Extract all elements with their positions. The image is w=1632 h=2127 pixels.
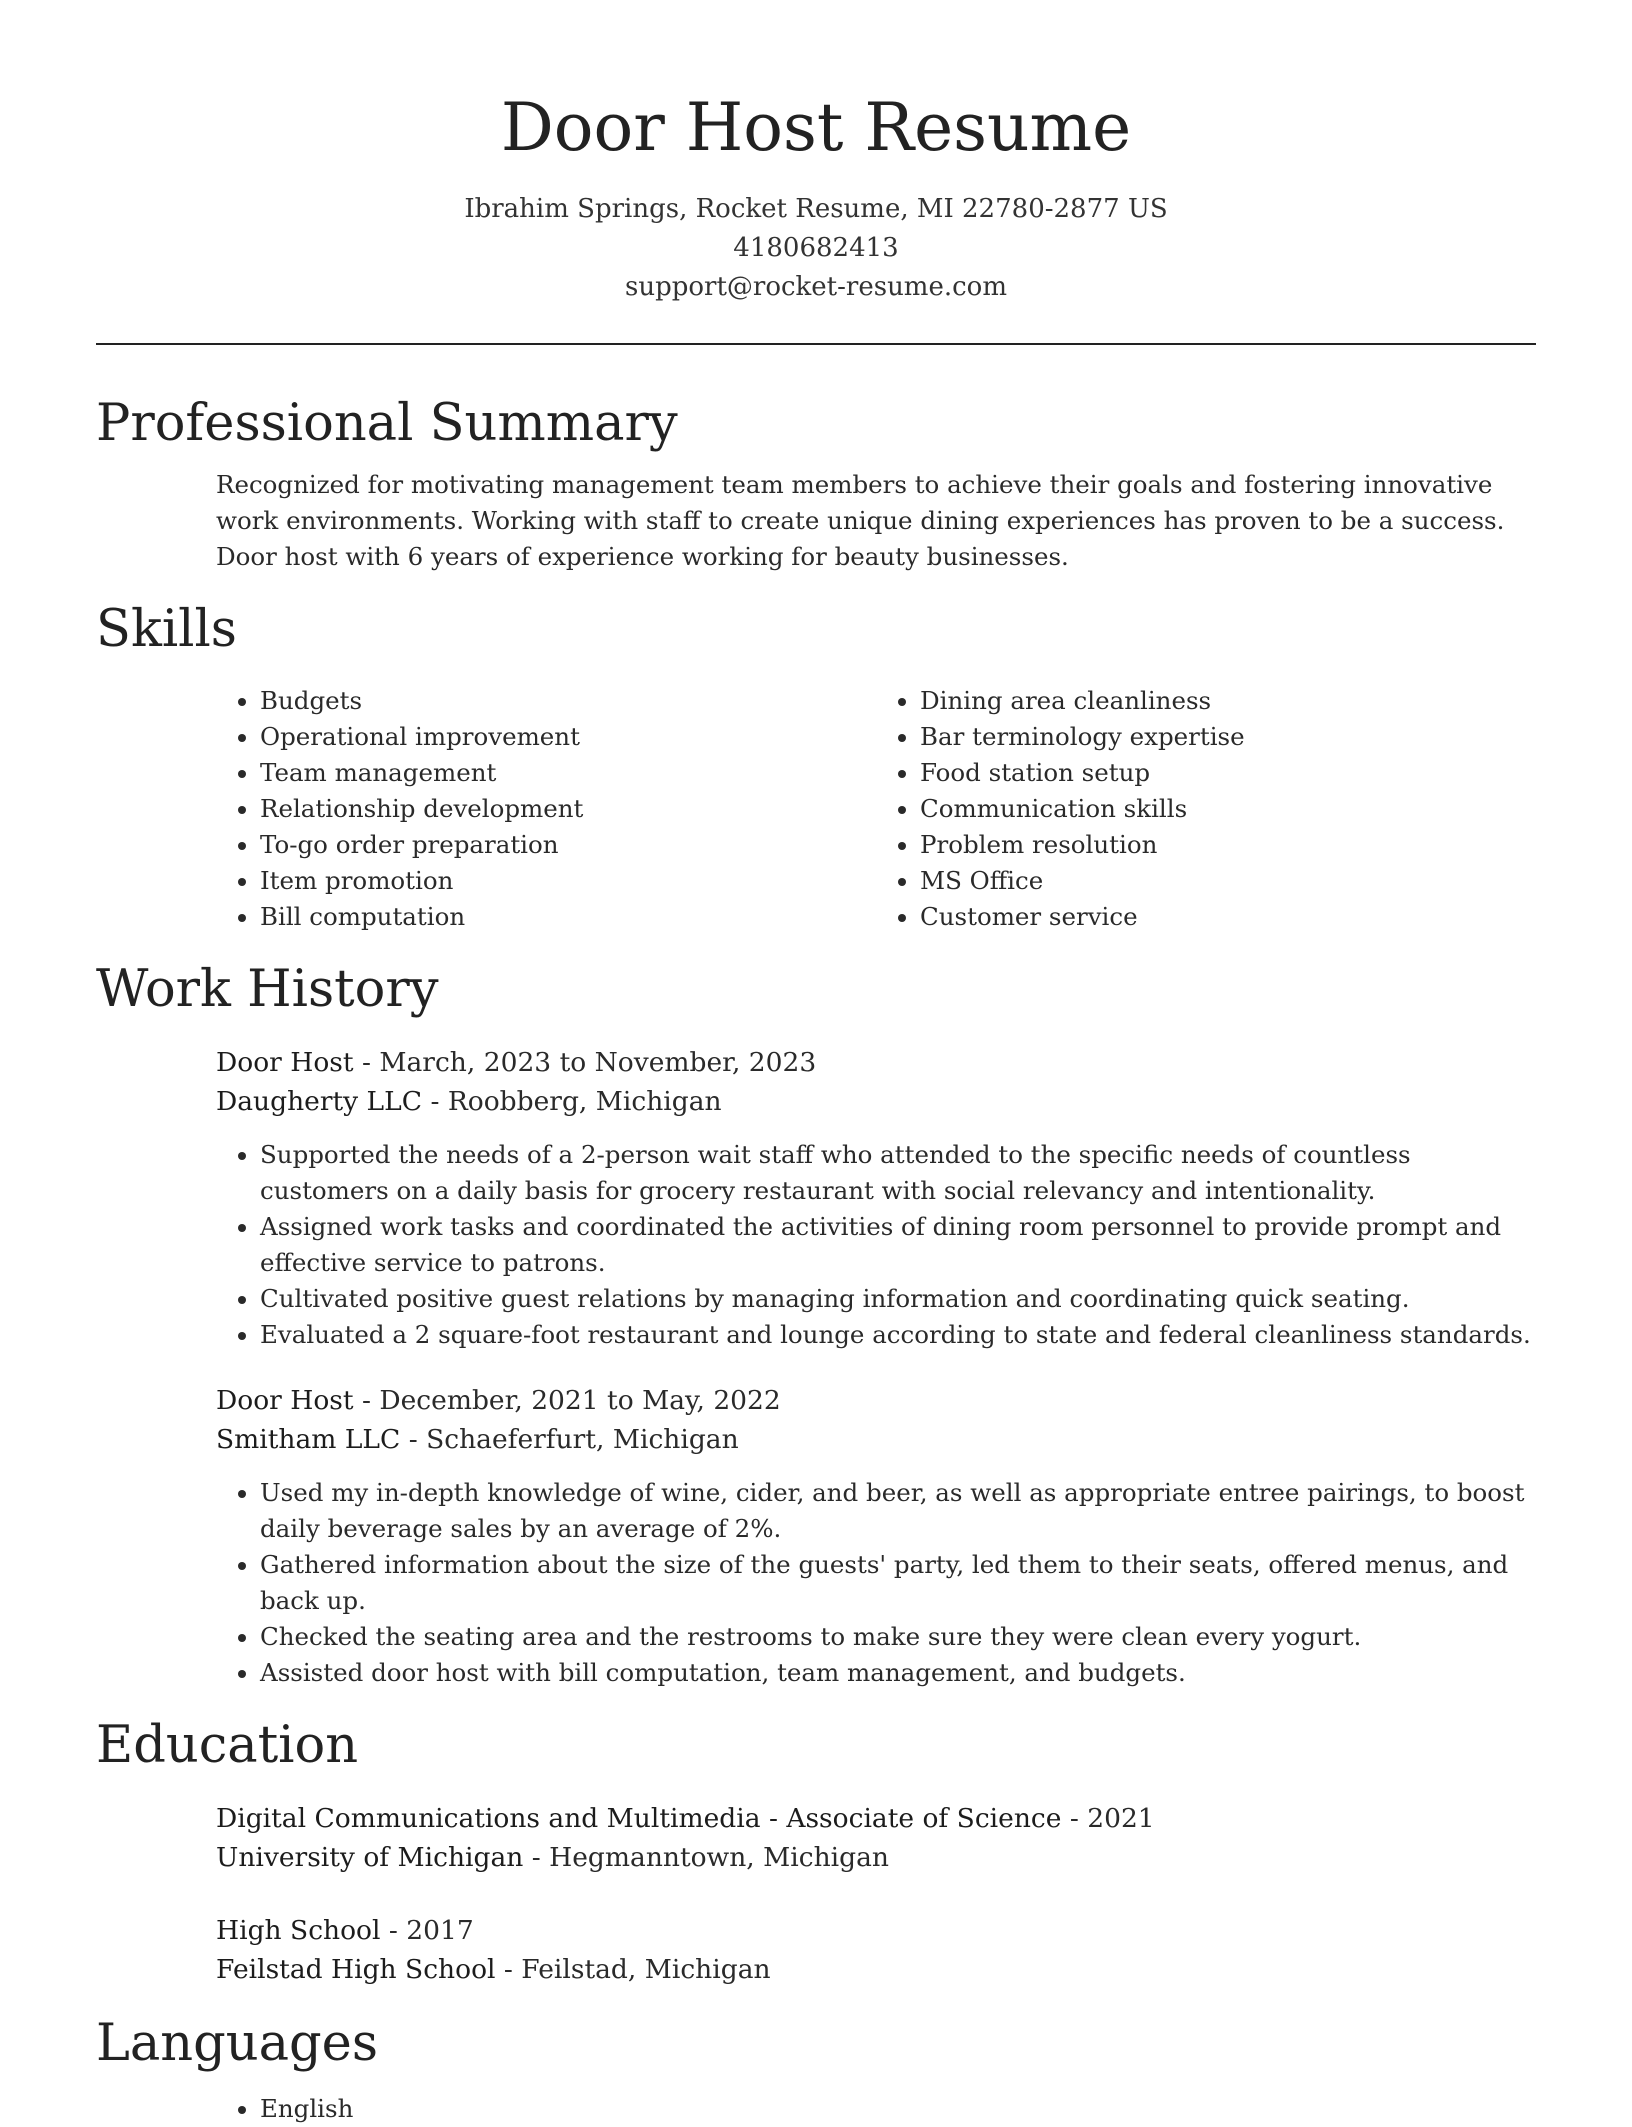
skill-item: • Dining area cleanliness (920, 683, 1536, 719)
skills-column-left (216, 683, 876, 935)
job-title-line (216, 1043, 1536, 1082)
languages-section (96, 2011, 1536, 2127)
language-item: • English (260, 2091, 1536, 2127)
education-year: - 2021 (1061, 1803, 1155, 1834)
skill-item: • Item promotion (260, 863, 876, 899)
education-degree: Digital Communications and Multimedia - Associate of Science (216, 1803, 1062, 1834)
job-dates: - December, 2021 to May, 2022 (353, 1385, 781, 1416)
job-duty: • Checked the seating area and the restrooms to make sure they were clean every yogurt. (260, 1619, 1536, 1655)
job-duty: • Gathered information about the size of the guests' party, led them to their seats, offered menus, and back up. (260, 1547, 1536, 1619)
job-entry (216, 1381, 1536, 1691)
skill-item: • Relationship development (260, 791, 876, 827)
skill-item: • Food station setup (920, 755, 1536, 791)
summary-section (96, 391, 1536, 575)
education-location: - Hegmanntown, Michigan (523, 1842, 889, 1873)
education-degree-line (216, 1911, 1536, 1950)
job-dates: - March, 2023 to November, 2023 (353, 1047, 817, 1078)
skill-item: • Problem resolution (920, 827, 1536, 863)
education-school: University of Michigan (216, 1842, 524, 1873)
education-entry (216, 1911, 1536, 1989)
job-duty: • Supported the needs of a 2-person wait staff who attended to the specific needs of countless customers on a daily basis for grocery restaurant with social relevancy and intentionality. (260, 1137, 1536, 1209)
job-role: Door Host (216, 1047, 354, 1078)
summary-text: Recognized for motivating management team members to achieve their goals and fostering innovative work environments. Working with staff to create unique dining experiences has proven to be a success. Door host with 6 years of experience working for beauty businesses. (216, 470, 1505, 571)
skills-heading: Skills (96, 600, 237, 659)
skill-item: • MS Office (920, 863, 1536, 899)
contact-info (96, 190, 1536, 307)
job-company-line (216, 1082, 1536, 1121)
education-location: - Feilstad, Michigan (495, 1954, 771, 1985)
job-duties-list (216, 1137, 1536, 1353)
skills-grid (216, 683, 1536, 935)
job-duties-list (216, 1475, 1536, 1691)
education-entry (216, 1799, 1536, 1877)
header-divider (96, 343, 1536, 345)
education-degree: High School (216, 1915, 381, 1946)
education-year: - 2017 (380, 1915, 474, 1946)
skill-item: • Team management (260, 755, 876, 791)
skill-item: • Operational improvement (260, 719, 876, 755)
job-title-line (216, 1381, 1536, 1420)
job-company: Smitham LLC (216, 1424, 401, 1455)
education-degree-line (216, 1799, 1536, 1838)
education-school-line (216, 1950, 1536, 1989)
education-heading: Education (96, 1716, 359, 1775)
job-duty: • Assigned work tasks and coordinated the activities of dining room personnel to provide prompt and effective service to patrons. (260, 1209, 1536, 1281)
contact-email: support@rocket-resume.com (624, 272, 1007, 302)
skills-section (96, 597, 1536, 935)
languages-heading: Languages (96, 2014, 379, 2073)
skill-item: • Customer service (920, 899, 1536, 935)
job-duty: • Evaluated a 2 square-foot restaurant and lounge according to state and federal cleanliness standards. (260, 1317, 1536, 1353)
languages-list (216, 2091, 1536, 2127)
job-location: - Roobberg, Michigan (422, 1086, 722, 1117)
job-company: Daugherty LLC (216, 1086, 423, 1117)
job-company-line (216, 1420, 1536, 1459)
summary-heading: Professional Summary (96, 394, 678, 453)
skill-item: • Communication skills (920, 791, 1536, 827)
skills-column-right (876, 683, 1536, 935)
job-location: - Schaeferfurt, Michigan (400, 1424, 739, 1455)
job-duty: • Assisted door host with bill computation, team management, and budgets. (260, 1655, 1536, 1691)
skill-item: • Bill computation (260, 899, 876, 935)
contact-address: Ibrahim Springs, Rocket Resume, MI 22780-2877 US (464, 194, 1168, 224)
job-entry (216, 1043, 1536, 1353)
work-history-section (96, 957, 1536, 1691)
job-duty: • Used my in-depth knowledge of wine, cider, and beer, as well as appropriate entree pairings, to boost daily beverage sales by an average of 2%. (260, 1475, 1536, 1547)
skill-item: • Budgets (260, 683, 876, 719)
skill-item: • Bar terminology expertise (920, 719, 1536, 755)
job-role: Door Host (216, 1385, 354, 1416)
education-school-line (216, 1838, 1536, 1877)
education-school: Feilstad High School (216, 1954, 496, 1985)
skill-item: • To-go order preparation (260, 827, 876, 863)
contact-phone: 4180682413 (733, 233, 899, 263)
resume-header (96, 0, 1536, 307)
job-duty: • Cultivated positive guest relations by managing information and coordinating quick seating. (260, 1281, 1536, 1317)
resume-title: Door Host Resume (500, 89, 1132, 166)
work-history-heading: Work History (96, 960, 439, 1019)
education-section (96, 1713, 1536, 1989)
